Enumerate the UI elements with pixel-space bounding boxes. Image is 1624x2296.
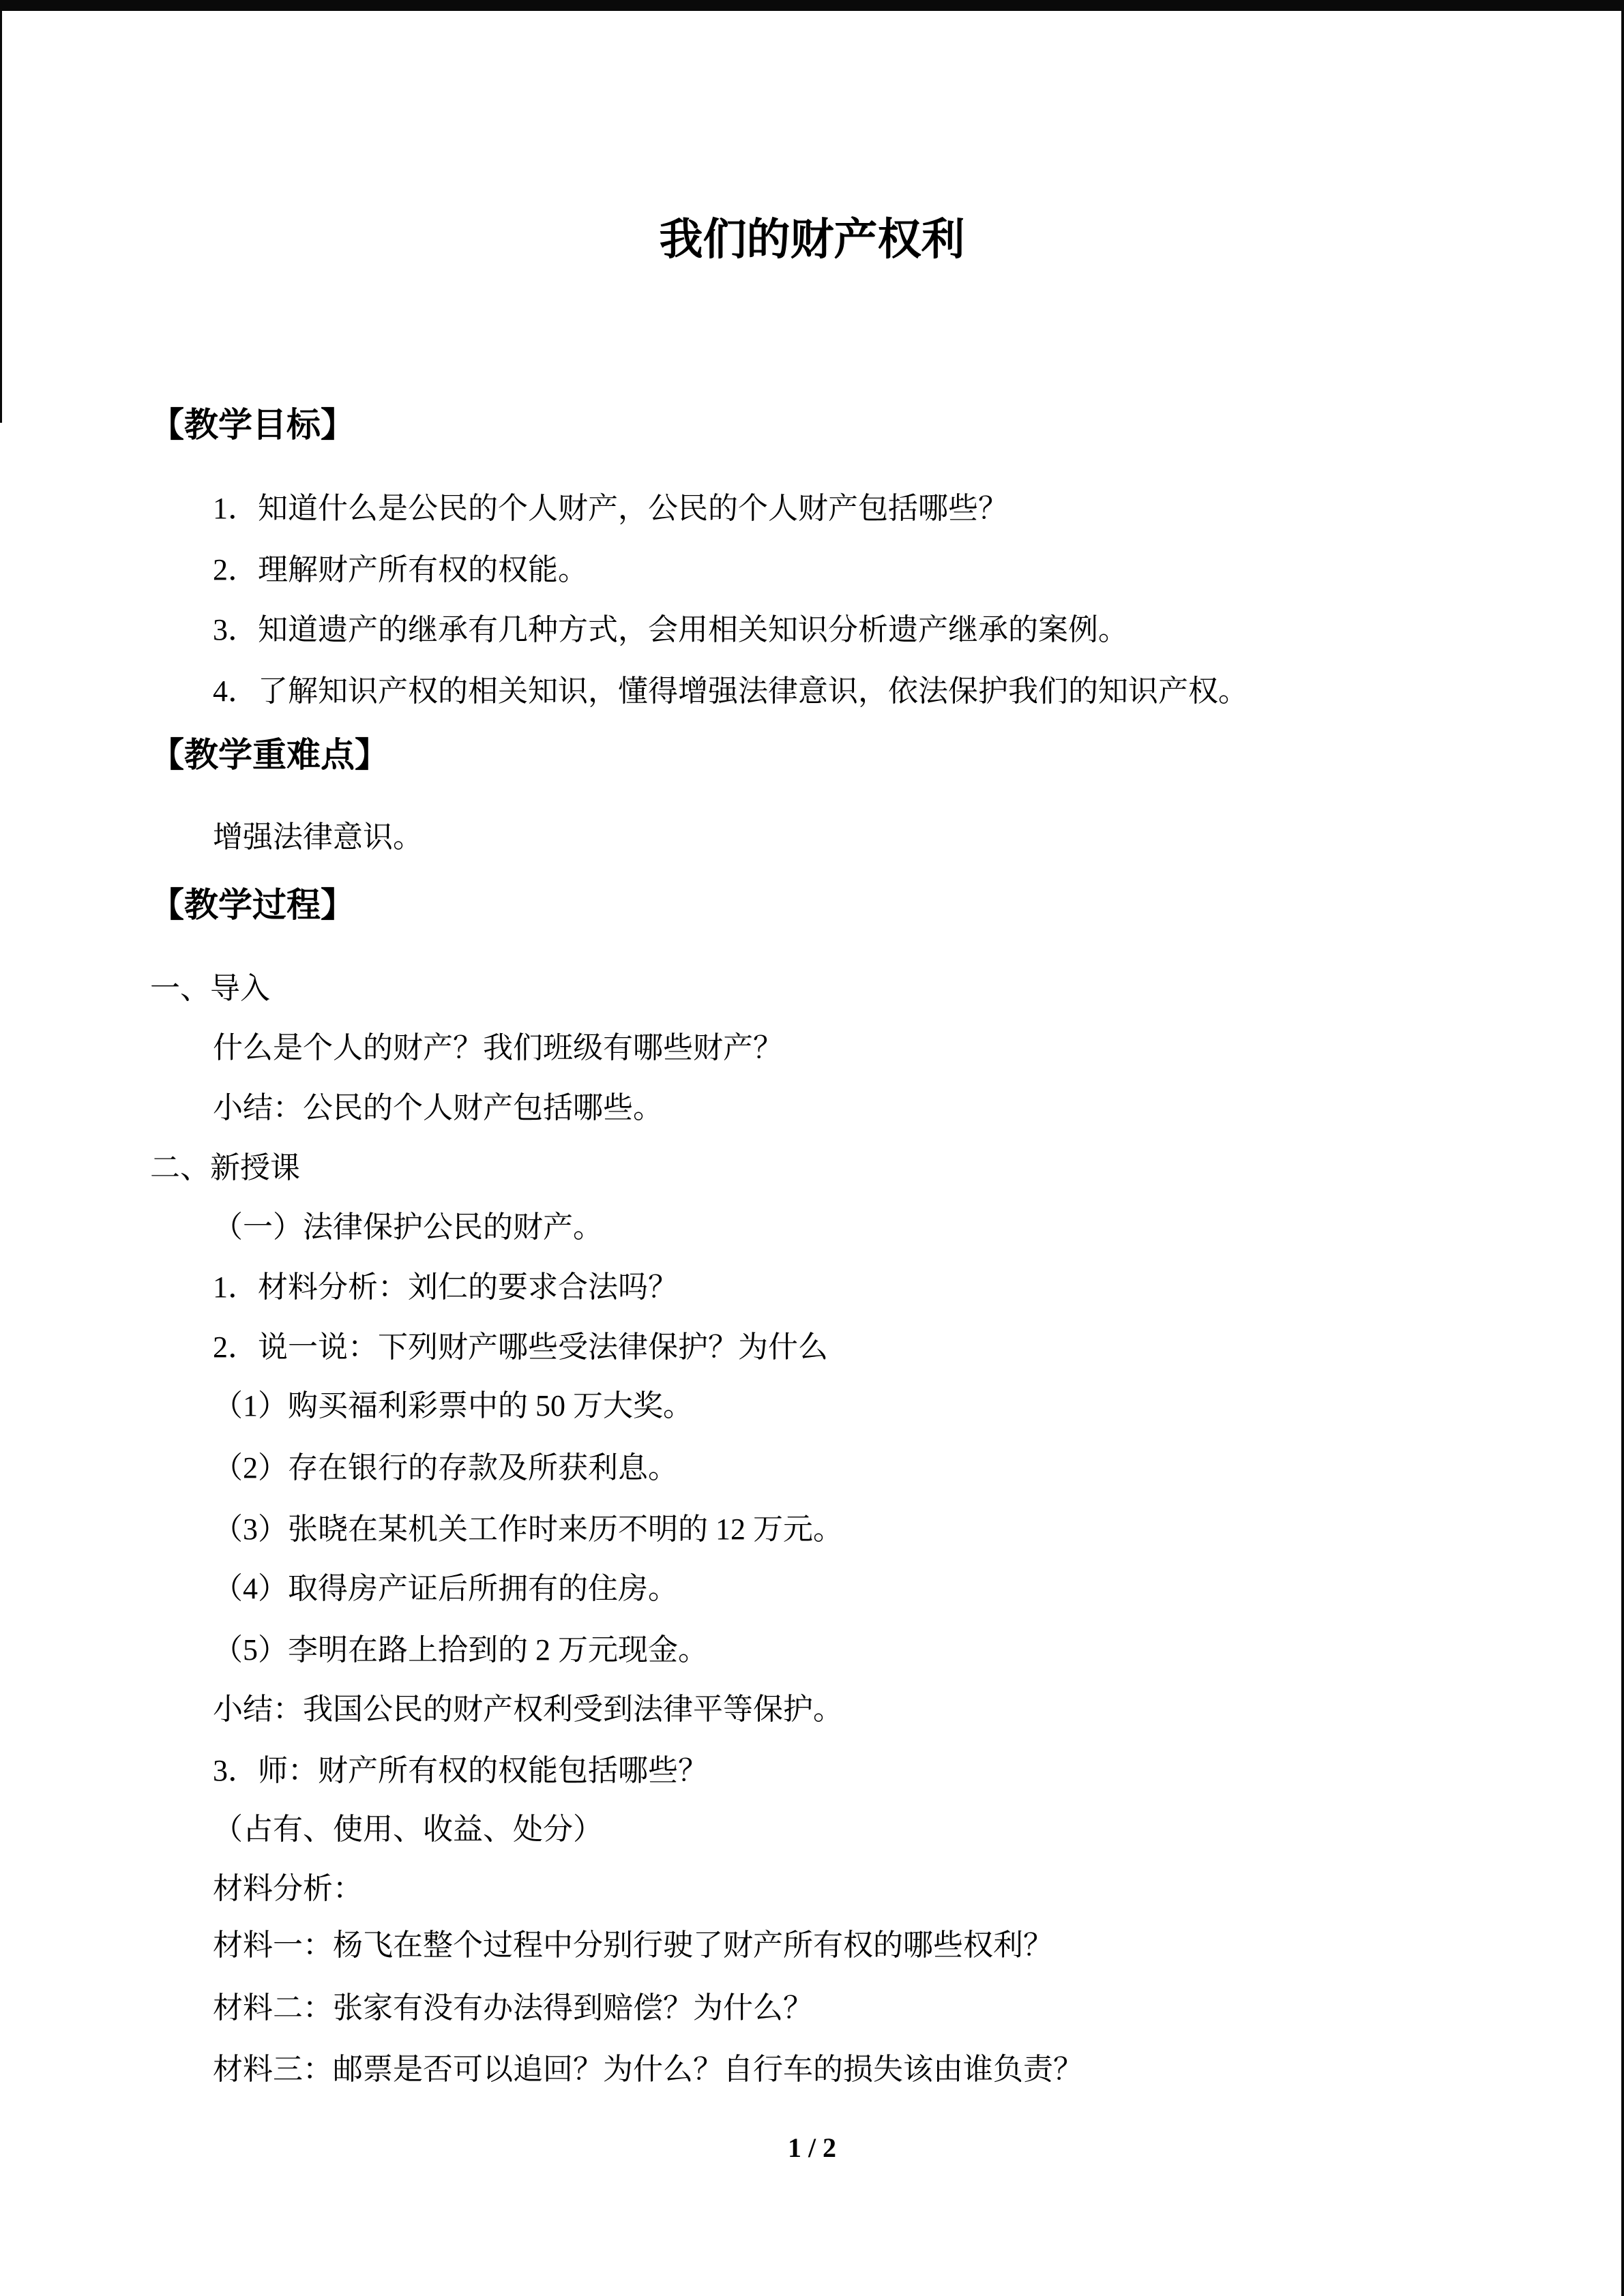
objective-item-3: 3．知道遗产的继承有几种方式，会用相关知识分析遗产继承的案例。	[213, 613, 1128, 646]
equal-protection-summary: 小结：我国公民的财产权利受到法律平等保护。	[213, 1693, 843, 1726]
heading-teaching-process: 【教学过程】	[150, 886, 355, 924]
material-2: 材料二：张家有没有办法得到赔偿？为什么？	[213, 1991, 813, 2025]
objective-item-4: 4．了解知识产权的相关知识，懂得增强法律意识，依法保护我们的知识产权。	[213, 674, 1248, 708]
property-example-4: （4）取得房产证后所拥有的住房。	[213, 1572, 678, 1605]
intro-summary: 小结：公民的个人财产包括哪些。	[213, 1091, 663, 1124]
new-lesson-discuss-q: 2．说一说：下列财产哪些受法律保护？为什么	[213, 1330, 828, 1364]
property-example-2: （2）存在银行的存款及所获利息。	[213, 1451, 678, 1485]
objective-item-1: 1．知道什么是公民的个人财产，公民的个人财产包括哪些？	[213, 492, 1008, 525]
key-difficulties-text: 增强法律意识。	[213, 820, 423, 854]
new-lesson-section-1: （一）法律保护公民的财产。	[213, 1210, 603, 1244]
ownership-powers-question: 3．师：财产所有权的权能包括哪些？	[213, 1754, 708, 1787]
new-lesson-material-analysis-q: 1．材料分析：刘仁的要求合法吗？	[213, 1270, 678, 1304]
heading-teaching-objectives: 【教学目标】	[150, 406, 355, 444]
intro-question: 什么是个人的财产？我们班级有哪些财产？	[213, 1031, 783, 1064]
scan-artifact-top-edge	[0, 0, 1624, 11]
heading-key-difficulties: 【教学重难点】	[150, 736, 389, 774]
objective-item-2: 2．理解财产所有权的权能。	[213, 553, 588, 586]
process-part2-label: 二、新授课	[150, 1151, 300, 1184]
material-3: 材料三：邮票是否可以追回？为什么？自行车的损失该由谁负责？	[213, 2053, 1083, 2086]
process-part1-label: 一、导入	[150, 972, 270, 1005]
material-analysis-label: 材料分析：	[213, 1872, 363, 1905]
page-number-indicator: 1 / 2	[787, 2132, 837, 2163]
property-example-5: （5）李明在路上拾到的 2 万元现金。	[213, 1633, 708, 1667]
property-example-1: （1）购买福利彩票中的 50 万大奖。	[213, 1389, 693, 1422]
ownership-powers-answer: （占有、使用、收益、处分）	[213, 1813, 603, 1846]
material-1: 材料一：杨飞在整个过程中分别行驶了财产所有权的哪些权利？	[213, 1928, 1053, 1962]
scan-artifact-right-edge	[1621, 0, 1624, 2296]
document-title: 我们的财产权利	[659, 215, 965, 264]
property-example-3: （3）张晓在某机关工作时来历不明的 12 万元。	[213, 1512, 843, 1546]
